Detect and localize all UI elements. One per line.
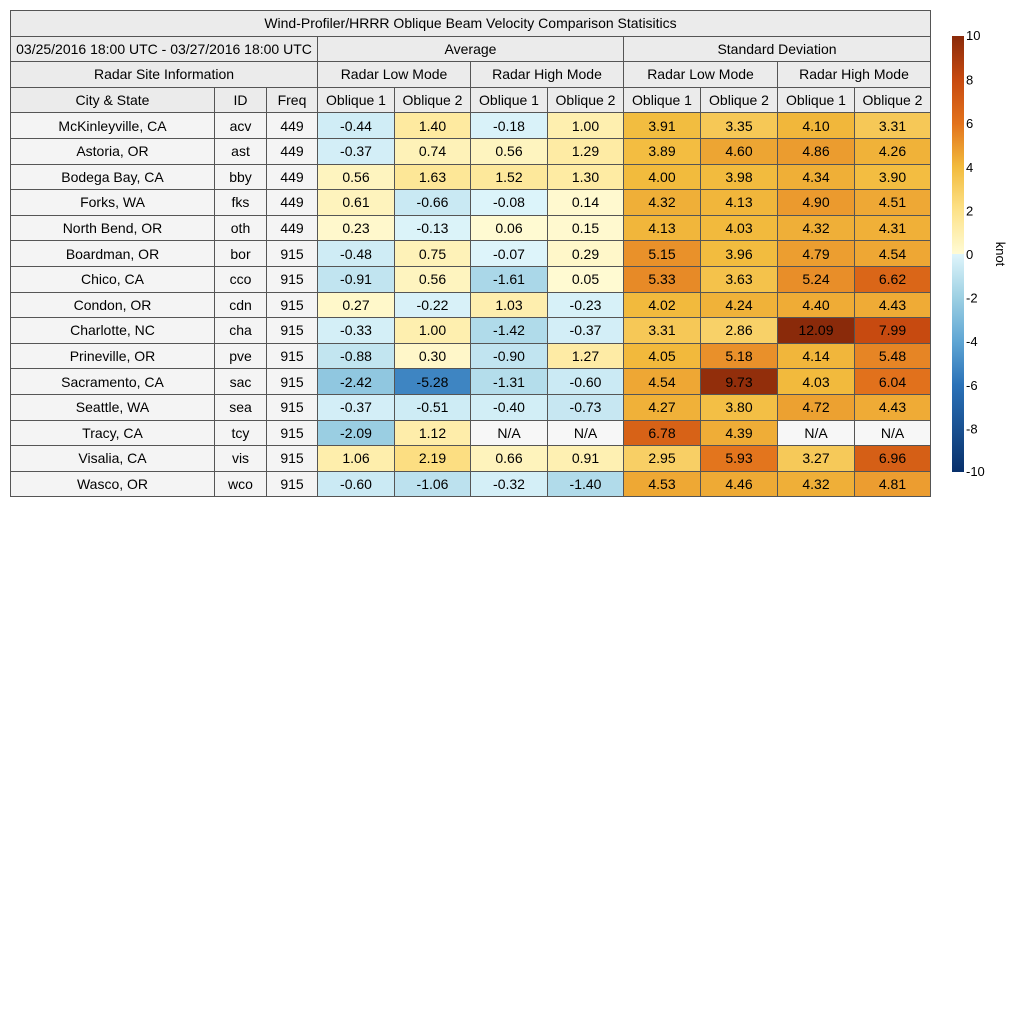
value-cell: -2.42 xyxy=(318,369,395,395)
table-row xyxy=(11,369,931,395)
value-cell: 6.04 xyxy=(855,369,931,395)
value-cell: 4.13 xyxy=(624,215,701,241)
value-cell: -0.90 xyxy=(471,343,548,369)
value-cell: 4.31 xyxy=(855,215,931,241)
value-cell: 4.34 xyxy=(778,164,855,190)
value-cell: 0.23 xyxy=(318,215,395,241)
value-cell: 1.52 xyxy=(471,164,548,190)
table-row xyxy=(11,446,931,472)
value-cell: 5.18 xyxy=(701,343,778,369)
site-id-cell: vis xyxy=(215,446,267,472)
value-cell: -0.33 xyxy=(318,318,395,344)
value-cell: 6.96 xyxy=(855,446,931,472)
value-cell: 5.15 xyxy=(624,241,701,267)
value-cell: 3.35 xyxy=(701,113,778,139)
value-cell: 3.80 xyxy=(701,394,778,420)
value-cell: 12.09 xyxy=(778,318,855,344)
value-cell: N/A xyxy=(778,420,855,446)
value-cell: 4.24 xyxy=(701,292,778,318)
statistics-table xyxy=(10,10,931,497)
value-cell: 0.56 xyxy=(471,138,548,164)
site-info-header: Radar Site Information xyxy=(11,62,318,88)
colorbar xyxy=(944,20,1014,480)
value-cell: 5.93 xyxy=(701,446,778,472)
value-cell: N/A xyxy=(855,420,931,446)
value-cell: 3.31 xyxy=(624,318,701,344)
value-cell: -1.40 xyxy=(548,471,624,497)
site-city-cell: McKinleyville, CA xyxy=(11,113,215,139)
value-cell: 6.78 xyxy=(624,420,701,446)
site-city-cell: Seattle, WA xyxy=(11,394,215,420)
value-cell: 1.40 xyxy=(395,113,471,139)
site-id-cell: bor xyxy=(215,241,267,267)
colorbar-tick-label: -6 xyxy=(966,377,978,393)
value-cell: 2.95 xyxy=(624,446,701,472)
site-city-cell: Prineville, OR xyxy=(11,343,215,369)
site-freq-cell: 915 xyxy=(267,241,318,267)
value-cell: 0.66 xyxy=(471,446,548,472)
table-row xyxy=(11,164,931,190)
value-cell: -0.60 xyxy=(318,471,395,497)
table-title: Wind-Profiler/HRRR Oblique Beam Velocity Comparison Statisitics xyxy=(11,11,931,37)
colorbar-tick-label: -8 xyxy=(966,421,978,437)
column-header-row xyxy=(11,87,931,113)
value-cell: -0.51 xyxy=(395,394,471,420)
value-cell: 4.05 xyxy=(624,343,701,369)
value-cell: 4.54 xyxy=(855,241,931,267)
value-cell: 4.13 xyxy=(701,190,778,216)
site-freq-cell: 915 xyxy=(267,394,318,420)
mode-header-row xyxy=(11,62,931,88)
value-cell: -1.61 xyxy=(471,266,548,292)
value-cell: 0.14 xyxy=(548,190,624,216)
colorbar-tick-label: -4 xyxy=(966,334,978,350)
value-cell: -0.08 xyxy=(471,190,548,216)
colorbar-tick-label: 8 xyxy=(966,72,974,88)
table-row xyxy=(11,138,931,164)
site-city-cell: Condon, OR xyxy=(11,292,215,318)
site-id-cell: sea xyxy=(215,394,267,420)
column-header-city: City & State xyxy=(11,87,215,113)
value-cell: 3.91 xyxy=(624,113,701,139)
site-city-cell: Chico, CA xyxy=(11,266,215,292)
table-row xyxy=(11,394,931,420)
colorbar-tick-label: -10 xyxy=(966,464,985,479)
column-header-oblique: Oblique 1 xyxy=(624,87,701,113)
site-freq-cell: 915 xyxy=(267,266,318,292)
colorbar-tick-label: 2 xyxy=(966,203,974,219)
value-cell: 0.30 xyxy=(395,343,471,369)
site-freq-cell: 915 xyxy=(267,318,318,344)
value-cell: 4.53 xyxy=(624,471,701,497)
column-header-freq: Freq xyxy=(267,87,318,113)
site-id-cell: bby xyxy=(215,164,267,190)
value-cell: 4.79 xyxy=(778,241,855,267)
value-cell: 5.48 xyxy=(855,343,931,369)
value-cell: -0.37 xyxy=(318,394,395,420)
site-city-cell: Wasco, OR xyxy=(11,471,215,497)
value-cell: -0.07 xyxy=(471,241,548,267)
site-id-cell: acv xyxy=(215,113,267,139)
value-cell: 4.26 xyxy=(855,138,931,164)
value-cell: N/A xyxy=(471,420,548,446)
value-cell: 4.46 xyxy=(701,471,778,497)
site-freq-cell: 449 xyxy=(267,138,318,164)
value-cell: 4.32 xyxy=(778,471,855,497)
title-row xyxy=(11,11,931,37)
value-cell: 3.90 xyxy=(855,164,931,190)
column-header-oblique: Oblique 2 xyxy=(701,87,778,113)
group-header-row xyxy=(11,36,931,62)
value-cell: 4.81 xyxy=(855,471,931,497)
std-dev-header: Standard Deviation xyxy=(624,36,931,62)
value-cell: -0.88 xyxy=(318,343,395,369)
value-cell: -0.73 xyxy=(548,394,624,420)
avg-high-mode-header: Radar High Mode xyxy=(471,62,624,88)
site-city-cell: Sacramento, CA xyxy=(11,369,215,395)
site-city-cell: Visalia, CA xyxy=(11,446,215,472)
value-cell: -0.23 xyxy=(548,292,624,318)
value-cell: 3.96 xyxy=(701,241,778,267)
colorbar-tick-label: 4 xyxy=(966,159,974,175)
colorbar-tick-label: -2 xyxy=(966,290,978,306)
value-cell: -0.91 xyxy=(318,266,395,292)
table-row xyxy=(11,215,931,241)
site-city-cell: Boardman, OR xyxy=(11,241,215,267)
colorbar-label: knot xyxy=(993,241,1008,267)
site-city-cell: Tracy, CA xyxy=(11,420,215,446)
table-row xyxy=(11,266,931,292)
value-cell: 3.63 xyxy=(701,266,778,292)
site-id-cell: ast xyxy=(215,138,267,164)
site-id-cell: fks xyxy=(215,190,267,216)
value-cell: 1.00 xyxy=(395,318,471,344)
colorbar-gradient xyxy=(952,36,964,472)
value-cell: 2.86 xyxy=(701,318,778,344)
value-cell: 0.06 xyxy=(471,215,548,241)
colorbar-tick-label: 10 xyxy=(966,28,981,43)
value-cell: 1.63 xyxy=(395,164,471,190)
value-cell: 2.19 xyxy=(395,446,471,472)
value-cell: 4.03 xyxy=(701,215,778,241)
table-row xyxy=(11,420,931,446)
site-city-cell: North Bend, OR xyxy=(11,215,215,241)
column-header-id: ID xyxy=(215,87,267,113)
value-cell: 4.32 xyxy=(624,190,701,216)
column-header-oblique: Oblique 1 xyxy=(778,87,855,113)
value-cell: 0.27 xyxy=(318,292,395,318)
table-row xyxy=(11,292,931,318)
site-city-cell: Astoria, OR xyxy=(11,138,215,164)
value-cell: 3.27 xyxy=(778,446,855,472)
value-cell: 9.73 xyxy=(701,369,778,395)
column-header-oblique: Oblique 2 xyxy=(548,87,624,113)
value-cell: -0.60 xyxy=(548,369,624,395)
table-row xyxy=(11,113,931,139)
value-cell: 4.27 xyxy=(624,394,701,420)
site-city-cell: Charlotte, NC xyxy=(11,318,215,344)
site-freq-cell: 915 xyxy=(267,446,318,472)
site-id-cell: cha xyxy=(215,318,267,344)
date-range: 03/25/2016 18:00 UTC - 03/27/2016 18:00 UTC xyxy=(11,36,318,62)
site-freq-cell: 915 xyxy=(267,343,318,369)
value-cell: 3.89 xyxy=(624,138,701,164)
value-cell: 0.91 xyxy=(548,446,624,472)
column-header-oblique: Oblique 2 xyxy=(395,87,471,113)
value-cell: 5.33 xyxy=(624,266,701,292)
site-id-cell: oth xyxy=(215,215,267,241)
value-cell: 4.39 xyxy=(701,420,778,446)
value-cell: 1.00 xyxy=(548,113,624,139)
value-cell: -2.09 xyxy=(318,420,395,446)
value-cell: 1.12 xyxy=(395,420,471,446)
value-cell: -5.28 xyxy=(395,369,471,395)
value-cell: 0.61 xyxy=(318,190,395,216)
value-cell: 4.00 xyxy=(624,164,701,190)
site-city-cell: Forks, WA xyxy=(11,190,215,216)
value-cell: 4.32 xyxy=(778,215,855,241)
site-freq-cell: 915 xyxy=(267,420,318,446)
colorbar-tick-label: 6 xyxy=(966,116,974,132)
value-cell: 1.27 xyxy=(548,343,624,369)
table-row xyxy=(11,318,931,344)
value-cell: 4.90 xyxy=(778,190,855,216)
colorbar-tick-label: 0 xyxy=(966,247,974,262)
site-freq-cell: 449 xyxy=(267,113,318,139)
column-header-oblique: Oblique 1 xyxy=(318,87,395,113)
value-cell: -1.06 xyxy=(395,471,471,497)
table-row xyxy=(11,241,931,267)
value-cell: 0.74 xyxy=(395,138,471,164)
site-freq-cell: 449 xyxy=(267,190,318,216)
value-cell: 7.99 xyxy=(855,318,931,344)
value-cell: -0.37 xyxy=(318,138,395,164)
site-id-cell: tcy xyxy=(215,420,267,446)
value-cell: -0.37 xyxy=(548,318,624,344)
value-cell: 4.60 xyxy=(701,138,778,164)
value-cell: -1.31 xyxy=(471,369,548,395)
value-cell: 4.10 xyxy=(778,113,855,139)
site-city-cell: Bodega Bay, CA xyxy=(11,164,215,190)
value-cell: 4.43 xyxy=(855,394,931,420)
site-id-cell: pve xyxy=(215,343,267,369)
value-cell: -0.22 xyxy=(395,292,471,318)
site-id-cell: cco xyxy=(215,266,267,292)
value-cell: -0.40 xyxy=(471,394,548,420)
value-cell: 4.43 xyxy=(855,292,931,318)
value-cell: 0.29 xyxy=(548,241,624,267)
value-cell: 4.51 xyxy=(855,190,931,216)
table-body xyxy=(11,113,931,497)
site-freq-cell: 449 xyxy=(267,164,318,190)
value-cell: 4.86 xyxy=(778,138,855,164)
value-cell: 4.03 xyxy=(778,369,855,395)
site-id-cell: cdn xyxy=(215,292,267,318)
column-header-oblique: Oblique 1 xyxy=(471,87,548,113)
value-cell: -0.48 xyxy=(318,241,395,267)
value-cell: -0.13 xyxy=(395,215,471,241)
value-cell: -0.32 xyxy=(471,471,548,497)
value-cell: -0.18 xyxy=(471,113,548,139)
site-freq-cell: 915 xyxy=(267,369,318,395)
site-id-cell: wco xyxy=(215,471,267,497)
site-freq-cell: 449 xyxy=(267,215,318,241)
average-header: Average xyxy=(318,36,624,62)
avg-low-mode-header: Radar Low Mode xyxy=(318,62,471,88)
site-id-cell: sac xyxy=(215,369,267,395)
value-cell: -0.44 xyxy=(318,113,395,139)
value-cell: 1.06 xyxy=(318,446,395,472)
value-cell: 0.75 xyxy=(395,241,471,267)
value-cell: -1.42 xyxy=(471,318,548,344)
value-cell: 4.14 xyxy=(778,343,855,369)
value-cell: 6.62 xyxy=(855,266,931,292)
value-cell: 1.03 xyxy=(471,292,548,318)
value-cell: 0.56 xyxy=(395,266,471,292)
value-cell: 0.15 xyxy=(548,215,624,241)
value-cell: 3.31 xyxy=(855,113,931,139)
value-cell: N/A xyxy=(548,420,624,446)
table-row xyxy=(11,190,931,216)
column-header-oblique: Oblique 2 xyxy=(855,87,931,113)
std-low-mode-header: Radar Low Mode xyxy=(624,62,778,88)
value-cell: 4.54 xyxy=(624,369,701,395)
value-cell: 1.30 xyxy=(548,164,624,190)
value-cell: 0.05 xyxy=(548,266,624,292)
table-row xyxy=(11,343,931,369)
table-row xyxy=(11,471,931,497)
value-cell: 4.40 xyxy=(778,292,855,318)
site-freq-cell: 915 xyxy=(267,292,318,318)
value-cell: 1.29 xyxy=(548,138,624,164)
value-cell: 4.02 xyxy=(624,292,701,318)
value-cell: -0.66 xyxy=(395,190,471,216)
site-freq-cell: 915 xyxy=(267,471,318,497)
value-cell: 0.56 xyxy=(318,164,395,190)
value-cell: 4.72 xyxy=(778,394,855,420)
value-cell: 5.24 xyxy=(778,266,855,292)
std-high-mode-header: Radar High Mode xyxy=(778,62,931,88)
value-cell: 3.98 xyxy=(701,164,778,190)
